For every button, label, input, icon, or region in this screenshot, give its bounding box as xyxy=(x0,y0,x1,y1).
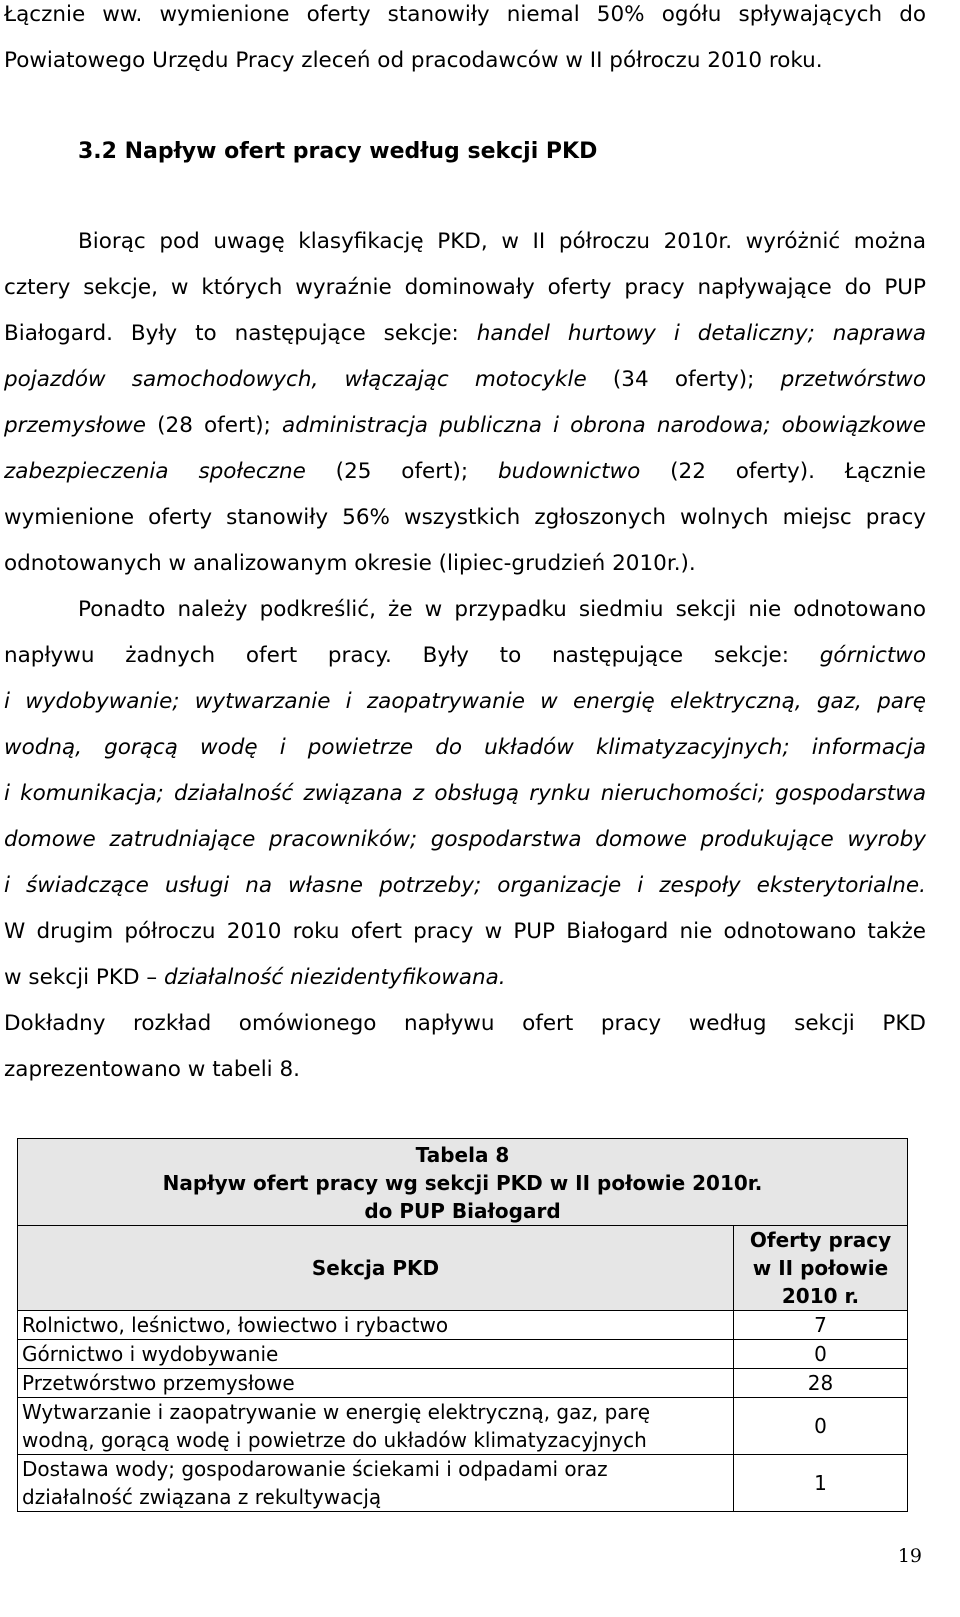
paragraph-2 xyxy=(4,219,926,1093)
table-row xyxy=(18,1398,908,1455)
value-cell: 0 xyxy=(734,1398,908,1455)
section-cell xyxy=(18,1369,734,1398)
text-line xyxy=(4,817,926,863)
column-header-line: Oferty pracy xyxy=(749,1228,892,1252)
section-cell xyxy=(18,1311,734,1340)
italic-span: górnictwo xyxy=(819,643,926,668)
table-row xyxy=(18,1311,908,1340)
italic-span: zabezpieczenia społeczne xyxy=(4,459,306,484)
pkd-table xyxy=(17,1138,908,1512)
text-line xyxy=(4,679,926,725)
text-line: zaprezentowano w tabeli 8. xyxy=(4,1057,300,1082)
text-line: Biorąc pod uwagę klasyfikację PKD, w II półroczu 2010r. wyróżnić można xyxy=(78,229,926,254)
text-line: Ponadto należy podkreślić, że w przypadku siedmiu sekcji nie odnotowano xyxy=(78,597,926,622)
text-line: Powiatowego Urzędu Pracy zleceń od pracodawców w II półroczu 2010 roku. xyxy=(4,48,823,73)
text-line xyxy=(4,403,926,449)
text-line xyxy=(4,357,926,403)
text-line: wymienione oferty stanowiły 56% wszystkich zgłoszonych wolnych miejsc pracy xyxy=(4,505,926,530)
text-span: napływu żadnych ofert pracy. Były to następujące sekcje: xyxy=(4,643,820,668)
italic-span: przemysłowe xyxy=(4,413,147,438)
italic-span: pojazdów samochodowych, włączając motocykle xyxy=(4,367,587,392)
italic-span: administracja publiczna i obrona narodowa; obowiązkowe xyxy=(282,413,926,438)
page-number: 19 xyxy=(897,1545,922,1567)
text-span: (25 ofert); xyxy=(305,459,499,484)
table-row xyxy=(18,1455,908,1512)
text-line: W drugim półroczu 2010 roku ofert pracy w PUP Białogard nie odnotowano także xyxy=(4,919,926,944)
italic-span: działalność niezidentyfikowana. xyxy=(163,965,506,990)
italic-span: domowe zatrudniające pracowników; gospodarstwa domowe produkujące wyroby xyxy=(4,827,926,852)
section-cell xyxy=(18,1398,734,1455)
section-name-line: Przetwórstwo przemysłowe xyxy=(22,1371,295,1395)
section-name-line: wodną, gorącą wodę i powietrze do układów klimatyzacyjnych xyxy=(22,1428,647,1452)
section-name-line: działalność związana z rekultywacją xyxy=(22,1485,382,1509)
table-caption-line: Tabela 8 xyxy=(415,1143,510,1167)
table-caption-line: Napływ ofert pracy wg sekcji PKD w II połowie 2010r. xyxy=(162,1171,763,1195)
section-name-line: Wytwarzanie i zaopatrywanie w energię elektryczną, gaz, parę xyxy=(22,1400,651,1424)
text-line xyxy=(4,863,926,909)
table-row xyxy=(18,1369,908,1398)
section-name-line: Górnictwo i wydobywanie xyxy=(22,1342,279,1366)
text-line xyxy=(4,771,926,817)
text-span: (22 oferty). Łącznie xyxy=(640,459,926,484)
section-heading: 3.2 Napływ ofert pracy według sekcji PKD xyxy=(78,139,598,164)
section-cell xyxy=(18,1455,734,1512)
text-line xyxy=(4,955,926,1001)
section-name-line: Rolnictwo, leśnictwo, łowiectwo i rybactwo xyxy=(22,1313,449,1337)
section-name-line: Dostawa wody; gospodarowanie ściekami i odpadami oraz xyxy=(22,1457,608,1481)
text-line xyxy=(4,449,926,495)
table-caption-line: do PUP Białogard xyxy=(364,1199,561,1223)
table-row xyxy=(18,1340,908,1369)
italic-span: handel hurtowy i detaliczny; naprawa xyxy=(476,321,926,346)
section-cell xyxy=(18,1340,734,1369)
italic-span: przetwórstwo xyxy=(780,367,926,392)
italic-span: wodną, gorącą wodę i powietrze do układów klimatyzacyjnych; informacja xyxy=(4,735,926,760)
text-line xyxy=(4,311,926,357)
value-cell: 28 xyxy=(734,1369,908,1398)
italic-span: i świadczące usługi na własne potrzeby; organizacje i zespoły eksterytorialne. xyxy=(4,873,926,898)
italic-span: i komunikacja; działalność związana z obsługą rynku nieruchomości; gospodarstwa xyxy=(4,781,926,806)
italic-span: budownictwo xyxy=(498,459,641,484)
text-span: Białogard. Były to następujące sekcje: xyxy=(4,321,477,346)
text-line xyxy=(4,633,926,679)
value-cell: 1 xyxy=(734,1455,908,1512)
text-line xyxy=(4,725,926,771)
text-span: (28 ofert); xyxy=(146,413,283,438)
column-header-offers xyxy=(734,1226,908,1311)
column-header-section xyxy=(18,1226,734,1311)
text-line: Dokładny rozkład omówionego napływu ofert pracy według sekcji PKD xyxy=(4,1011,926,1036)
text-span: w sekcji PKD – xyxy=(4,965,164,990)
value-cell: 0 xyxy=(734,1340,908,1369)
column-header-line: w II połowie xyxy=(752,1256,889,1280)
text-span: (34 oferty); xyxy=(586,367,781,392)
text-line: Łącznie ww. wymienione oferty stanowiły niemal 50% ogółu spływających do xyxy=(4,2,926,27)
italic-span: i wydobywanie; wytwarzanie i zaopatrywanie w energię elektryczną, gaz, parę xyxy=(4,689,926,714)
top-paragraph xyxy=(4,0,926,84)
column-header-label: Sekcja PKD xyxy=(311,1256,440,1280)
table-caption xyxy=(18,1139,908,1226)
column-header-line: 2010 r. xyxy=(781,1284,860,1308)
text-line: odnotowanych w analizowanym okresie (lipiec-grudzień 2010r.). xyxy=(4,551,696,576)
value-cell: 7 xyxy=(734,1311,908,1340)
text-line: cztery sekcje, w których wyraźnie dominowały oferty pracy napływające do PUP xyxy=(4,275,926,300)
